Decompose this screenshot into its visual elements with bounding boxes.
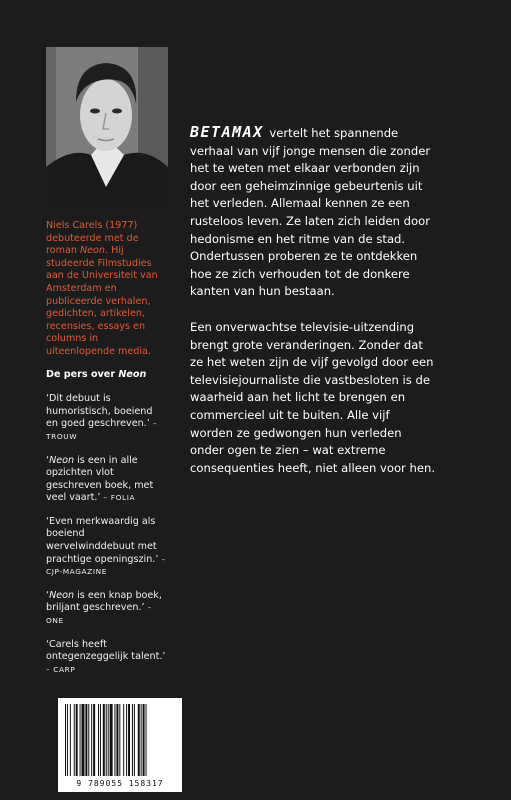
barcode-bar — [126, 704, 127, 776]
betamax-logo: BETAMAX — [190, 123, 264, 141]
barcode-bars — [65, 704, 175, 776]
barcode-bar — [116, 704, 118, 776]
quote-source: – CJP-MAGAZINE — [46, 554, 166, 577]
quote-text: ‘Even merkwaardig als boeiend wervelwinddebuut met prachtige openingszin.’ — [46, 515, 159, 565]
barcode-bar — [143, 704, 145, 776]
barcode-bar — [93, 704, 95, 776]
barcode-bar — [128, 704, 130, 776]
barcode-bar — [70, 704, 71, 776]
blurb-paragraph-1 — [190, 124, 435, 301]
barcode-bar — [123, 704, 124, 776]
barcode-bar — [81, 704, 84, 776]
barcode-bar — [134, 704, 135, 776]
barcode-bar — [88, 704, 89, 776]
quote-text: ‘Dit debuut is humoristisch, boeiend en goed geschreven.’ — [46, 393, 153, 430]
blurb-text-1: vertelt het spannende verhaal van vijf jonge mensen die zonder het te weten met elkaar verbonden zijn door een geheimzinnige gebeurtenis uit het verleden. Allemaal kennen ze een rusteloos leven. Ze laten zich leiden door hedonisme en het ritme van de stad. Ondertussen proberen ze te ontdekken hoe ze zich verhouden tot de donkere kanten van hun bestaan. — [190, 126, 431, 299]
blurb — [190, 124, 435, 495]
barcode-bar — [110, 704, 113, 776]
bio-book-title: Neon — [79, 245, 105, 257]
quote-title: Neon — [49, 454, 75, 466]
barcode-bar — [98, 704, 99, 776]
quote-source: – ONE — [46, 603, 152, 626]
quote-text: is een knap boek, briljant geschreven.’ — [46, 589, 162, 614]
barcode-bar — [85, 704, 87, 776]
quote-text: ‘Carels heeft ontegenzeggelijk talent.’ — [46, 638, 166, 663]
bio-text-start: Niels Carels (1977) debuteerde met de roman — [46, 220, 139, 257]
barcode-bar — [146, 704, 147, 776]
press-quote: ‘Neon is een knap boek, briljant geschreven.’ – ONE — [46, 589, 162, 626]
barcode-bar — [114, 704, 115, 776]
press-quote: ‘Neon is een in alle opzichten vlot geschreven boek, met veel vaart.’ – FOLIA — [46, 454, 154, 504]
press-heading-title: Neon — [118, 368, 147, 380]
quote-text: is een in alle opzichten vlot geschreven boek, met veel vaart.’ — [46, 454, 154, 504]
barcode-bar — [106, 704, 107, 776]
barcode-bar — [103, 704, 105, 776]
quote-title: Neon — [49, 589, 75, 601]
author-bio — [46, 220, 166, 359]
barcode-bar — [91, 704, 92, 776]
barcode-bar — [80, 704, 81, 776]
isbn-barcode — [58, 698, 182, 792]
quote-source: – TROUW — [46, 419, 158, 441]
quote-source: – CARP — [46, 664, 76, 674]
barcode-bar — [65, 704, 66, 776]
quote-source: – FOLIA — [103, 493, 136, 503]
press-heading — [46, 369, 166, 382]
barcode-bar — [138, 704, 140, 776]
press-quote — [46, 639, 166, 677]
left-column — [46, 220, 166, 687]
author-photo — [46, 47, 168, 208]
barcode-bar — [67, 704, 68, 776]
blurb-paragraph-2: Een onverwachtse televisie-uitzending brengt grote veranderingen. Zonder dat ze het weten zijn de vijf gevolgd door een televisiejournaliste die vastbesloten is de waarheid aan het licht te brengen en commercieel uit te buiten. Alle vijf worden ze gedwongen hun verleden onder ogen te zien – wat extreme consequenties heeft, niet alleen voor hen. — [190, 319, 436, 475]
bio-text-end: . Hij studeerde Filmstudies aan de Universiteit van Amsterdam en publiceerde verhalen, gedichten, artikelen, recensies, essays en columns in uiteenlopende media. — [46, 245, 158, 357]
barcode-bar — [141, 704, 142, 776]
press-heading-prefix: De pers over — [46, 368, 119, 380]
barcode-bar — [108, 704, 109, 776]
barcode-bar — [76, 704, 78, 776]
barcode-bar — [74, 704, 75, 776]
barcode-bar — [100, 704, 101, 776]
barcode-digits: 9 789055 158317 — [76, 779, 164, 788]
barcode-bar — [119, 704, 120, 776]
press-quote — [46, 393, 166, 443]
barcode-bar — [132, 704, 133, 776]
press-quote — [46, 516, 166, 579]
